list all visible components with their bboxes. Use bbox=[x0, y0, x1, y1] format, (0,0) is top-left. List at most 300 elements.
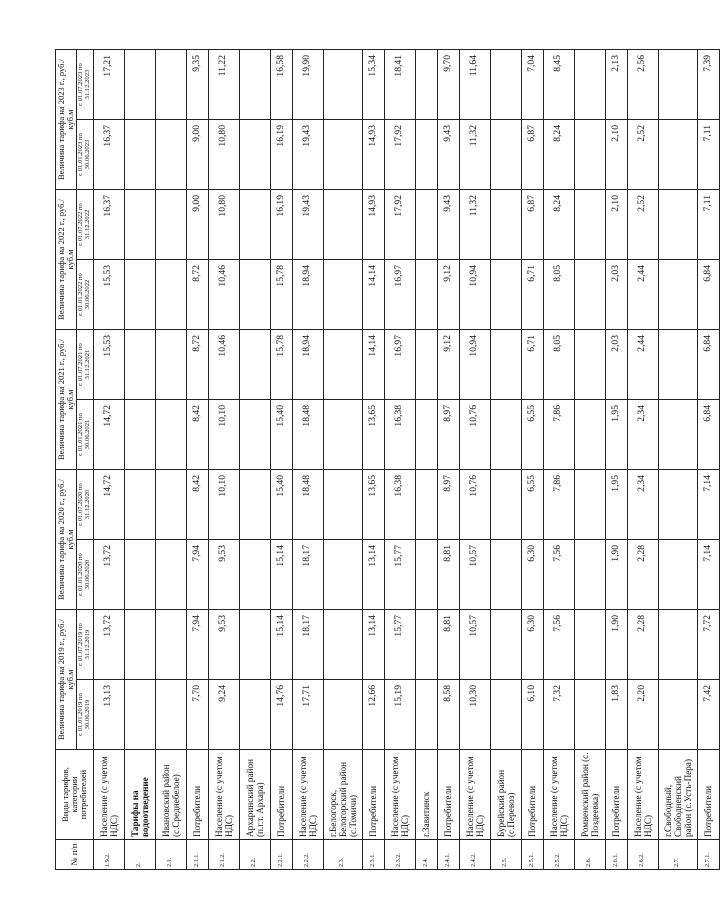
tariff-value: 13,72 bbox=[93, 610, 124, 680]
table-row bbox=[186, 50, 208, 870]
row-number: 2.1.2. bbox=[208, 840, 239, 870]
tariff-value: 16,58 bbox=[270, 50, 292, 120]
tariff-value bbox=[124, 120, 155, 190]
tariff-value: 17,92 bbox=[384, 120, 415, 190]
tariff-value: 7,42 bbox=[697, 680, 719, 750]
table-row bbox=[574, 50, 605, 870]
tariff-value: 10,10 bbox=[208, 400, 239, 470]
tariff-value bbox=[155, 50, 186, 120]
tariff-value bbox=[323, 400, 362, 470]
row-number: 2.4.1. bbox=[437, 840, 459, 870]
table-row bbox=[605, 50, 627, 870]
tariff-value: 11,64 bbox=[459, 50, 490, 120]
tariff-value: 13,65 bbox=[362, 400, 384, 470]
tariff-value: 10,46 bbox=[208, 260, 239, 330]
tariff-value: 7,39 bbox=[697, 50, 719, 120]
tariff-value: 14,72 bbox=[93, 470, 124, 540]
table-row bbox=[521, 50, 543, 870]
header-period: с 01.01.2021 по 30.06.2021 bbox=[76, 400, 93, 470]
tariff-value: 7,86 bbox=[543, 400, 574, 470]
header-num: № п/п bbox=[56, 840, 94, 870]
tariff-value: 9,12 bbox=[437, 260, 459, 330]
table-header bbox=[56, 50, 94, 870]
tariff-value bbox=[658, 610, 697, 680]
tariff-value: 11,32 bbox=[459, 120, 490, 190]
header-year-2022: Величина тарифа на 2022 г., руб./куб.м bbox=[56, 190, 77, 330]
tariff-value: 17,71 bbox=[292, 680, 323, 750]
tariff-value bbox=[124, 330, 155, 400]
row-category: Потребители bbox=[437, 750, 459, 840]
row-number: 2.2. bbox=[239, 840, 270, 870]
row-category: Потребители bbox=[697, 750, 719, 840]
tariff-value bbox=[323, 540, 362, 610]
tariff-value bbox=[658, 190, 697, 260]
tariff-value bbox=[574, 330, 605, 400]
tariff-table-rotated bbox=[55, 50, 714, 870]
tariff-value bbox=[124, 680, 155, 750]
header-year-2023: Величина тарифа на 2023 г., руб./куб.м bbox=[56, 50, 77, 190]
tariff-value bbox=[239, 610, 270, 680]
tariff-value: 11,22 bbox=[208, 50, 239, 120]
tariff-value: 15,40 bbox=[270, 400, 292, 470]
tariff-value: 10,80 bbox=[208, 190, 239, 260]
row-number: 2.1.1. bbox=[186, 840, 208, 870]
tariff-value: 7,56 bbox=[543, 610, 574, 680]
tariff-value: 2,44 bbox=[627, 330, 658, 400]
table-row bbox=[270, 50, 292, 870]
tariff-value bbox=[155, 470, 186, 540]
tariff-value bbox=[574, 540, 605, 610]
tariff-value bbox=[239, 50, 270, 120]
tariff-table bbox=[55, 49, 720, 870]
tariff-value: 15,78 bbox=[270, 260, 292, 330]
tariff-value bbox=[415, 680, 437, 750]
tariff-value: 2,34 bbox=[627, 470, 658, 540]
tariff-value: 2,13 bbox=[605, 50, 627, 120]
tariff-value: 6,84 bbox=[697, 400, 719, 470]
tariff-value: 16,19 bbox=[270, 120, 292, 190]
tariff-value bbox=[323, 610, 362, 680]
tariff-value bbox=[155, 190, 186, 260]
tariff-value: 7,04 bbox=[521, 50, 543, 120]
tariff-value bbox=[658, 260, 697, 330]
tariff-value: 6,10 bbox=[521, 680, 543, 750]
tariff-value: 17,92 bbox=[384, 190, 415, 260]
tariff-value bbox=[155, 400, 186, 470]
tariff-value: 16,37 bbox=[93, 190, 124, 260]
tariff-value bbox=[415, 610, 437, 680]
tariff-value bbox=[323, 260, 362, 330]
tariff-value bbox=[490, 400, 521, 470]
header-period: с 01.01.2020 по 30.06.2020 bbox=[76, 540, 93, 610]
tariff-value bbox=[490, 120, 521, 190]
row-category: Потребители bbox=[362, 750, 384, 840]
tariff-value bbox=[239, 190, 270, 260]
tariff-value: 2,52 bbox=[627, 190, 658, 260]
header-category: Виды тарифов, категории потребителей bbox=[56, 750, 94, 840]
row-number: 2.6.1. bbox=[605, 840, 627, 870]
tariff-value: 7,11 bbox=[697, 190, 719, 260]
tariff-value: 1,83 bbox=[605, 680, 627, 750]
tariff-value: 8,42 bbox=[186, 470, 208, 540]
tariff-value: 18,94 bbox=[292, 260, 323, 330]
header-year-2021: Величина тарифа на 2021 г., руб./куб.м bbox=[56, 330, 77, 470]
tariff-value: 6,87 bbox=[521, 120, 543, 190]
tariff-value: 14,14 bbox=[362, 330, 384, 400]
row-category: Потребители bbox=[605, 750, 627, 840]
tariff-value bbox=[415, 50, 437, 120]
tariff-value bbox=[658, 540, 697, 610]
table-row bbox=[459, 50, 490, 870]
tariff-value bbox=[658, 470, 697, 540]
table-row bbox=[323, 50, 362, 870]
tariff-value: 16,97 bbox=[384, 260, 415, 330]
tariff-value: 10,57 bbox=[459, 540, 490, 610]
tariff-value: 8,81 bbox=[437, 610, 459, 680]
tariff-value bbox=[155, 120, 186, 190]
tariff-value: 7,56 bbox=[543, 540, 574, 610]
tariff-value: 8,72 bbox=[186, 330, 208, 400]
tariff-value: 10,10 bbox=[208, 470, 239, 540]
tariff-value: 9,24 bbox=[208, 680, 239, 750]
table-row bbox=[384, 50, 415, 870]
row-number: 2.5.2. bbox=[543, 840, 574, 870]
tariff-value: 8,24 bbox=[543, 190, 574, 260]
header-period: с 01.07.2023 по 31.12.2023 bbox=[76, 50, 93, 120]
table-row bbox=[93, 50, 124, 870]
tariff-value bbox=[415, 260, 437, 330]
tariff-value: 9,00 bbox=[186, 120, 208, 190]
row-category: г.Свободный, Свободненский район (с.Усть-Пера) bbox=[658, 750, 697, 840]
row-category: Потребители bbox=[270, 750, 292, 840]
tariff-value bbox=[323, 470, 362, 540]
tariff-value: 17,21 bbox=[93, 50, 124, 120]
tariff-value: 15,77 bbox=[384, 610, 415, 680]
tariff-value bbox=[658, 50, 697, 120]
table-row bbox=[627, 50, 658, 870]
row-category: Бурейский район (с.Перевоз) bbox=[490, 750, 521, 840]
row-category: Население (с учетом НДС) bbox=[93, 750, 124, 840]
tariff-value: 14,93 bbox=[362, 120, 384, 190]
tariff-value bbox=[239, 470, 270, 540]
row-number: 2.3. bbox=[323, 840, 362, 870]
row-category: Население (с учетом НДС) bbox=[543, 750, 574, 840]
tariff-value: 6,30 bbox=[521, 540, 543, 610]
tariff-value bbox=[124, 190, 155, 260]
tariff-value: 2,03 bbox=[605, 330, 627, 400]
tariff-value: 10,57 bbox=[459, 610, 490, 680]
tariff-value: 6,71 bbox=[521, 260, 543, 330]
row-number: 2. bbox=[124, 840, 155, 870]
tariff-value bbox=[415, 400, 437, 470]
row-category: Архаринский район (п.г.т. Архара) bbox=[239, 750, 270, 840]
tariff-value: 15,34 bbox=[362, 50, 384, 120]
tariff-value bbox=[239, 540, 270, 610]
tariff-value bbox=[658, 680, 697, 750]
tariff-value: 10,46 bbox=[208, 330, 239, 400]
row-category: г.Завитинск bbox=[415, 750, 437, 840]
row-category: Население (с учетом НДС) bbox=[292, 750, 323, 840]
tariff-value: 16,19 bbox=[270, 190, 292, 260]
row-number: 2.1. bbox=[155, 840, 186, 870]
tariff-value bbox=[490, 260, 521, 330]
row-category: Население (с учетом НДС) bbox=[384, 750, 415, 840]
tariff-value bbox=[490, 610, 521, 680]
tariff-value: 2,03 bbox=[605, 260, 627, 330]
tariff-value bbox=[415, 190, 437, 260]
tariff-value: 9,00 bbox=[186, 190, 208, 260]
table-row bbox=[362, 50, 384, 870]
tariff-value bbox=[155, 680, 186, 750]
tariff-value: 13,65 bbox=[362, 470, 384, 540]
tariff-value: 6,84 bbox=[697, 330, 719, 400]
table-row bbox=[292, 50, 323, 870]
tariff-value: 14,72 bbox=[93, 400, 124, 470]
tariff-value bbox=[658, 330, 697, 400]
row-number: 2.2.1. bbox=[270, 840, 292, 870]
tariff-value bbox=[490, 540, 521, 610]
tariff-value: 14,14 bbox=[362, 260, 384, 330]
tariff-value bbox=[155, 610, 186, 680]
table-row bbox=[208, 50, 239, 870]
tariff-value: 8,24 bbox=[543, 120, 574, 190]
row-number: 2.2.2. bbox=[292, 840, 323, 870]
tariff-value: 16,38 bbox=[384, 400, 415, 470]
tariff-value: 11,32 bbox=[459, 190, 490, 260]
tariff-value bbox=[155, 540, 186, 610]
tariff-value: 6,30 bbox=[521, 610, 543, 680]
tariff-value: 8,81 bbox=[437, 540, 459, 610]
tariff-value: 7,11 bbox=[697, 120, 719, 190]
tariff-value: 7,14 bbox=[697, 540, 719, 610]
tariff-value: 15,14 bbox=[270, 540, 292, 610]
tariff-value bbox=[239, 400, 270, 470]
tariff-value: 8,05 bbox=[543, 330, 574, 400]
tariff-value: 8,97 bbox=[437, 470, 459, 540]
tariff-value bbox=[490, 680, 521, 750]
tariff-value: 16,38 bbox=[384, 470, 415, 540]
tariff-value: 10,94 bbox=[459, 260, 490, 330]
tariff-value: 15,77 bbox=[384, 540, 415, 610]
tariff-value: 8,05 bbox=[543, 260, 574, 330]
tariff-value: 9,35 bbox=[186, 50, 208, 120]
tariff-value: 7,86 bbox=[543, 470, 574, 540]
tariff-value: 9,12 bbox=[437, 330, 459, 400]
table-row bbox=[415, 50, 437, 870]
row-number: 2.6.2. bbox=[627, 840, 658, 870]
tariff-value: 7,94 bbox=[186, 540, 208, 610]
tariff-value: 6,84 bbox=[697, 260, 719, 330]
tariff-value: 14,93 bbox=[362, 190, 384, 260]
tariff-value bbox=[323, 680, 362, 750]
tariff-value bbox=[574, 120, 605, 190]
tariff-value bbox=[658, 400, 697, 470]
row-number: 2.3.2. bbox=[384, 840, 415, 870]
row-category: Потребители bbox=[521, 750, 543, 840]
tariff-value: 9,43 bbox=[437, 120, 459, 190]
tariff-value bbox=[124, 470, 155, 540]
row-number: 2.4. bbox=[415, 840, 437, 870]
tariff-value bbox=[574, 190, 605, 260]
tariff-value: 13,14 bbox=[362, 610, 384, 680]
header-period: с 01.07.2019 по 31.12.2019 bbox=[76, 610, 93, 680]
tariff-value: 16,37 bbox=[93, 120, 124, 190]
tariff-value: 6,71 bbox=[521, 330, 543, 400]
row-number: 2.6. bbox=[574, 840, 605, 870]
tariff-value bbox=[658, 120, 697, 190]
tariff-value: 18,17 bbox=[292, 610, 323, 680]
tariff-value: 19,43 bbox=[292, 120, 323, 190]
row-number: 2.7.1. bbox=[697, 840, 719, 870]
tariff-value: 7,70 bbox=[186, 680, 208, 750]
tariff-value bbox=[124, 540, 155, 610]
tariff-value bbox=[490, 470, 521, 540]
tariff-value: 12,66 bbox=[362, 680, 384, 750]
tariff-value bbox=[415, 330, 437, 400]
tariff-value bbox=[415, 540, 437, 610]
tariff-value bbox=[415, 470, 437, 540]
tariff-value bbox=[239, 260, 270, 330]
tariff-value bbox=[323, 120, 362, 190]
tariff-value: 10,94 bbox=[459, 330, 490, 400]
tariff-value: 8,45 bbox=[543, 50, 574, 120]
tariff-value: 1,95 bbox=[605, 400, 627, 470]
tariff-value bbox=[124, 610, 155, 680]
row-category: Ромненский район (с. Поздеевка) bbox=[574, 750, 605, 840]
tariff-value bbox=[574, 610, 605, 680]
table-row bbox=[124, 50, 155, 870]
tariff-value: 6,55 bbox=[521, 400, 543, 470]
tariff-value bbox=[239, 120, 270, 190]
tariff-value: 2,56 bbox=[627, 50, 658, 120]
tariff-value: 10,76 bbox=[459, 470, 490, 540]
tariff-value: 1,95 bbox=[605, 470, 627, 540]
tariff-value: 15,53 bbox=[93, 330, 124, 400]
tariff-value: 18,17 bbox=[292, 540, 323, 610]
tariff-value: 15,53 bbox=[93, 260, 124, 330]
header-period: с 01.01.2023 по 30.06.2023 bbox=[76, 120, 93, 190]
tariff-value: 13,72 bbox=[93, 540, 124, 610]
header-period: с 01.01.2019 по 30.06.2019 bbox=[76, 680, 93, 750]
row-number: 2.7. bbox=[658, 840, 697, 870]
tariff-value: 8,58 bbox=[437, 680, 459, 750]
row-category: Потребители bbox=[186, 750, 208, 840]
tariff-value: 2,44 bbox=[627, 260, 658, 330]
tariff-value: 15,14 bbox=[270, 610, 292, 680]
tariff-value bbox=[574, 470, 605, 540]
tariff-value: 6,55 bbox=[521, 470, 543, 540]
tariff-value: 7,94 bbox=[186, 610, 208, 680]
tariff-value: 10,76 bbox=[459, 400, 490, 470]
row-number: 2.5. bbox=[490, 840, 521, 870]
table-row bbox=[239, 50, 270, 870]
tariff-value: 15,78 bbox=[270, 330, 292, 400]
tariff-value: 18,94 bbox=[292, 330, 323, 400]
tariff-value bbox=[124, 50, 155, 120]
tariff-value: 10,30 bbox=[459, 680, 490, 750]
tariff-value: 9,70 bbox=[437, 50, 459, 120]
tariff-value: 2,20 bbox=[627, 680, 658, 750]
table-row bbox=[658, 50, 697, 870]
table-body bbox=[93, 50, 719, 870]
tariff-value: 10,80 bbox=[208, 120, 239, 190]
tariff-value bbox=[124, 260, 155, 330]
tariff-value: 1,90 bbox=[605, 610, 627, 680]
tariff-value bbox=[155, 260, 186, 330]
tariff-value bbox=[490, 190, 521, 260]
tariff-value bbox=[323, 190, 362, 260]
row-category: г.Белогорск, Белогорский район (с.Томичи) bbox=[323, 750, 362, 840]
tariff-value: 8,72 bbox=[186, 260, 208, 330]
table-row bbox=[490, 50, 521, 870]
tariff-value bbox=[574, 50, 605, 120]
row-category: Ивановский район (с.Среднебелое) bbox=[155, 750, 186, 840]
tariff-value: 7,72 bbox=[697, 610, 719, 680]
tariff-value: 15,19 bbox=[384, 680, 415, 750]
tariff-value bbox=[323, 330, 362, 400]
tariff-value: 2,52 bbox=[627, 120, 658, 190]
row-category: Население (с учетом НДС) bbox=[208, 750, 239, 840]
table-row bbox=[543, 50, 574, 870]
row-number: 2.5.1. bbox=[521, 840, 543, 870]
tariff-value bbox=[574, 260, 605, 330]
tariff-value: 9,43 bbox=[437, 190, 459, 260]
tariff-value: 1,90 bbox=[605, 540, 627, 610]
header-period: с 01.01.2022 по 30.06.2022 bbox=[76, 260, 93, 330]
tariff-value bbox=[323, 50, 362, 120]
header-year-2020: Величина тарифа на 2020 г., руб./куб.м bbox=[56, 470, 77, 610]
header-period: с 01.07.2020 по 31.12.2020 bbox=[76, 470, 93, 540]
tariff-value: 7,32 bbox=[543, 680, 574, 750]
tariff-value: 19,43 bbox=[292, 190, 323, 260]
table-row bbox=[155, 50, 186, 870]
tariff-value: 2,28 bbox=[627, 540, 658, 610]
row-category: Тарифы на водоотведение bbox=[124, 750, 155, 840]
row-number: 2.3.1. bbox=[362, 840, 384, 870]
tariff-value bbox=[239, 680, 270, 750]
row-number: 1.9.2. bbox=[93, 840, 124, 870]
tariff-value: 13,13 bbox=[93, 680, 124, 750]
tariff-value: 13,14 bbox=[362, 540, 384, 610]
tariff-value: 18,48 bbox=[292, 400, 323, 470]
tariff-value: 18,48 bbox=[292, 470, 323, 540]
tariff-value bbox=[490, 330, 521, 400]
header-period: с 01.07.2022 по 31.12.2022 bbox=[76, 190, 93, 260]
tariff-value: 6,87 bbox=[521, 190, 543, 260]
tariff-value: 19,90 bbox=[292, 50, 323, 120]
tariff-value bbox=[155, 330, 186, 400]
table-row bbox=[697, 50, 719, 870]
tariff-value bbox=[124, 400, 155, 470]
table-row bbox=[437, 50, 459, 870]
row-category: Население (с учетом НДС) bbox=[459, 750, 490, 840]
tariff-value bbox=[574, 680, 605, 750]
tariff-value: 8,97 bbox=[437, 400, 459, 470]
tariff-value: 9,53 bbox=[208, 540, 239, 610]
tariff-value: 16,97 bbox=[384, 330, 415, 400]
tariff-value: 2,34 bbox=[627, 400, 658, 470]
tariff-value: 14,76 bbox=[270, 680, 292, 750]
tariff-value: 2,10 bbox=[605, 190, 627, 260]
row-number: 2.4.2. bbox=[459, 840, 490, 870]
tariff-value: 18,41 bbox=[384, 50, 415, 120]
tariff-value: 15,40 bbox=[270, 470, 292, 540]
tariff-value bbox=[415, 120, 437, 190]
tariff-value: 8,42 bbox=[186, 400, 208, 470]
tariff-value: 2,28 bbox=[627, 610, 658, 680]
tariff-value: 9,53 bbox=[208, 610, 239, 680]
row-category: Население (с учетом НДС) bbox=[627, 750, 658, 840]
